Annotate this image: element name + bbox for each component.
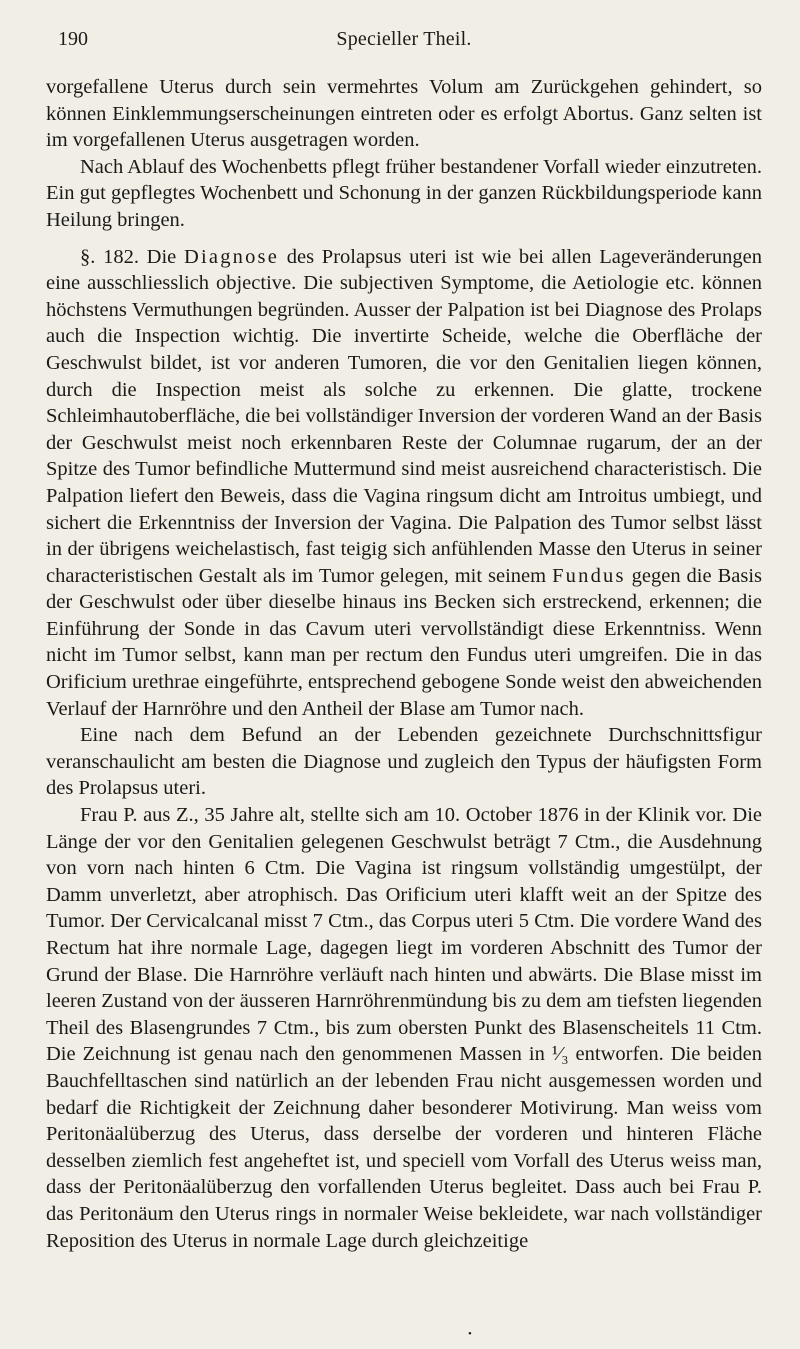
paragraph-durchschnittsfigur: Eine nach dem Befund an der Lebenden gezeichnete Durchschnittsfigur veranschaulicht am besten die Diagnose und zugleich den Typus der häufigsten Form des Prolapsus uteri. (46, 724, 762, 800)
term-diagnose: Diagnose (184, 245, 280, 268)
signature-mark: • (468, 1328, 472, 1340)
section-intro: §. 182. Die (80, 245, 184, 268)
paragraph-section-182 (46, 244, 762, 723)
diagnose-text-end: gegen die Basis der Geschwulst oder über dieselbe hinaus ins Becken sich erstreckend, erkennen; die Einführung der Sonde in das Cavum uteri vervollständigt diese Erkenntniss. Wenn nicht im Tumor selbst, kann man per rectum den Fundus uteri umgreifen. Die in das Orificium urethrae eingeführte, entsprechend gebogene Sonde weist den abweichenden Verlauf der Harnröhre und den Antheil der Blase am Tumor nach. (46, 564, 762, 720)
running-head (46, 28, 762, 58)
diagnose-text: des Prolapsus uteri ist wie bei allen Lageveränderungen eine ausschliesslich objective. Die subjectiven Symptome, die Aetiologie etc. können höchstens Vermuthungen begründen. Ausser der Palpation ist bei Diagnose des Prolaps auch die Inspection wichtig. Die invertirte Scheide, welche die Oberfläche der Geschwulst bildet, ist vor anderen Tumoren, die vor den Genitalien liegen können, durch die Inspection meist als solche zu erkennen. Die glatte, trockene Schleimhautoberfläche, die bei vollständiger Inversion der vorderen Wand an der Basis der Geschwulst meist noch erkennbaren Reste der Columnae rugarum, der an der Spitze des Tumor befindliche Muttermund sind meist ausreichend characteristisch. Die Palpation liefert den Beweis, dass die Vagina ringsum dicht am Introitus umbiegt, und sichert die Erkenntniss der Inversion der Vagina. Die Palpation des Tumor selbst lässt in der übrigens weichelastisch, fast teigig sich anfühlenden Masse den Uterus in seiner characteristischen Gestalt als im Tumor gelegen, mit seinem (46, 245, 762, 587)
page-number: 190 (58, 28, 88, 50)
header-title: Specieller Theil. (336, 28, 472, 50)
body-text (46, 74, 762, 1254)
case-text: Frau P. aus Z., 35 Jahre alt, stellte sich am 10. October 1876 in der Klinik vor. Die Länge der vor den Genitalien gelegenen Geschwulst beträgt 7 Ctm., die Ausdehnung von vorn nach hinten 6 Ctm. Die Vagina ist ringsum vollständig umgestülpt, der Damm unverletzt, aber atrophisch. Das Orificium uteri klafft weit an der Spitze des Tumor. Der Cervicalcanal misst 7 Ctm., das Corpus uteri 5 Ctm. Die vordere Wand des Rectum hat ihre normale Lage, dagegen liegt im vorderen Abschnitt des Tumor der Grund der Blase. Die Harnröhre verläuft nach hinten und abwärts. Die Blase misst im leeren Zustand von der äusseren Harnröhrenmündung bis zu dem am tiefsten liegenden Theil des Blasengrundes 7 Ctm., bis zum obersten Punkt des Blasenscheitels 11 Ctm. Die Zeichnung ist genau nach den genommenen Massen in (46, 804, 762, 1066)
paragraph-continuation: vorgefallene Uterus durch sein vermehrtes Volum am Zurückgehen gehindert, so können Einklemmungserscheinungen eintreten oder es erfolgt Abortus. Ganz selten ist im vorgefallenen Uterus ausgetragen worden. (46, 76, 762, 152)
paragraph-case-frau-p (46, 802, 762, 1254)
case-text-end: entworfen. Die beiden Bauchfelltaschen sind natürlich an der lebenden Frau nicht ausgemessen worden und bedarf die Richtigkeit der Zeichnung daher besonderer Motivirung. Man weiss vom Peritonäalüberzug des Uterus, dass derselbe der vorderen und hinteren Fläche desselben ziemlich fest angeheftet ist, und speciell vom Vorfall des Uterus weiss man, dass der Peritonäalüberzug den vorfallenden Uterus begleitet. Dass auch bei Frau P. das Peritonäum den Uterus rings in normaler Weise bekleidete, war nach vollständiger Reposition des Uterus in normale Lage durch gleichzeitige (46, 1043, 762, 1252)
book-page (0, 28, 800, 1349)
paragraph-wochenbett: Nach Ablauf des Wochenbetts pflegt früher bestandener Vorfall wieder einzutreten. Ein gut gepflegtes Wochenbett und Schonung in der ganzen Rückbildungsperiode kann Heilung bringen. (46, 155, 762, 231)
term-fundus: Fundus (552, 564, 626, 587)
fraction-one-third: ¹⁄₃ (551, 1043, 569, 1066)
